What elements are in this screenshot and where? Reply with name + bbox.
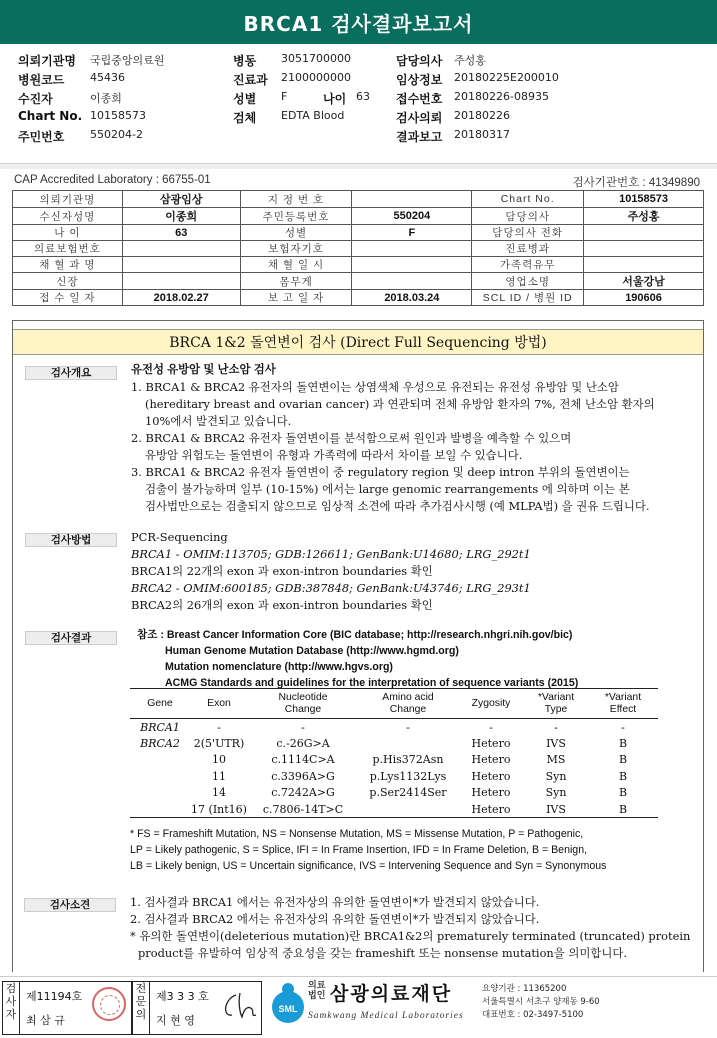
method-line: BRCA2의 26개의 exon 과 exon-intron boundaries 확인 xyxy=(131,598,433,612)
examiner-name: 최 삼 규 xyxy=(26,1014,65,1027)
age-label: 나이 xyxy=(323,92,347,106)
variant-cell: BRCA1 xyxy=(140,720,180,734)
variant-cell xyxy=(130,752,190,769)
meta-label: 수신자성명 xyxy=(13,208,123,225)
overview-line: (hereditary breast and ovarian cancer) 과 연관되며 전체 유방암 환자의 7%, 전체 난소암 환자의 xyxy=(145,397,655,411)
meta-row xyxy=(13,273,704,290)
variant-row xyxy=(130,735,658,752)
meta-value: 서울강남 xyxy=(584,273,704,290)
variant-row xyxy=(130,801,658,818)
method-heading: PCR-Sequencing xyxy=(131,530,228,544)
info-row xyxy=(18,52,708,70)
variant-cell: c.1114C>A xyxy=(271,753,335,767)
reference-line: Human Genome Mutation Database (http://www.hgmd.org) xyxy=(165,645,459,657)
variant-footnotes xyxy=(130,826,690,874)
variant-table-header: *Variant Effect xyxy=(588,689,658,719)
meta-value: 63 xyxy=(122,225,240,241)
variant-cell: p.Lys1132Lys xyxy=(369,769,447,783)
meta-value xyxy=(584,241,704,257)
info-label: 검체 xyxy=(233,111,257,125)
variant-cell: B xyxy=(588,801,658,818)
meta-value xyxy=(352,191,472,208)
info-value: 이종희 xyxy=(90,92,122,105)
variant-cell: - xyxy=(301,720,305,734)
footnote-line: LP = Likely pathogenic, S = Splice, IFI = In Frame Insertion, IFD = In Frame Deletion, B = Benign, xyxy=(130,844,588,856)
handwritten-signature-icon xyxy=(218,989,258,1023)
info-value: 10158573 xyxy=(90,109,146,122)
contact-line: 서울특별시 서초구 양재동 9-60 xyxy=(482,997,600,1007)
meta-value: F xyxy=(352,225,472,241)
meta-value xyxy=(122,241,240,257)
variant-cell: c.7242A>G xyxy=(271,786,335,800)
variant-table xyxy=(130,688,658,818)
patient-info-block xyxy=(18,52,708,152)
variant-cell: c.-26G>A xyxy=(276,736,330,750)
meta-label: SCL ID / 병원 ID xyxy=(472,290,584,306)
section-label-overview: 검사개요 xyxy=(25,366,117,380)
variant-cell: c.7806-14T>C xyxy=(248,801,358,818)
info-value: 550204-2 xyxy=(90,128,143,141)
info-value: 주성홍 xyxy=(454,54,486,67)
meta-label: 채 혈 일 시 xyxy=(240,257,352,273)
variant-cell xyxy=(130,768,190,785)
info-value: 20180226-08935 xyxy=(454,90,549,103)
variant-cell: Syn xyxy=(545,786,567,800)
meta-row xyxy=(13,191,704,208)
variant-cell: - xyxy=(406,720,410,734)
method-line: BRCA1 - OMIM:113705; GDB:126611; GenBank:U14680; LRG_292t1 xyxy=(131,547,531,561)
divider xyxy=(0,163,717,169)
footnote-line: * FS = Frameshift Mutation, NS = Nonsense Mutation, MS = Missense Mutation, P = Pathogenic, xyxy=(130,828,584,840)
scanned-report xyxy=(6,172,712,972)
variant-cell: Hetero xyxy=(458,801,524,818)
info-value: F xyxy=(281,90,288,103)
info-row xyxy=(18,90,708,108)
overview-heading: 유전성 유방암 및 난소암 검사 xyxy=(131,364,276,376)
meta-value: 삼광임상 xyxy=(122,191,240,208)
variant-row xyxy=(130,785,658,802)
variant-cell: BRCA2 xyxy=(140,736,180,750)
variant-cell: Hetero xyxy=(471,753,511,767)
overview-line: 유방암 위험도는 돌연변이 유형과 가족력에 따라서 차이를 보일 수 있습니다. xyxy=(145,448,523,462)
sml-logo-icon xyxy=(270,981,306,1025)
variant-cell: IVS xyxy=(524,801,588,818)
section-result-refs xyxy=(137,627,702,691)
meta-label: 성별 xyxy=(240,225,352,241)
info-label: 성별 xyxy=(233,92,257,106)
variant-cell xyxy=(130,801,190,818)
finding-line: product를 유발하여 임상적 중요성을 갖는 frameshift 또는 nonsense mutation을 의미합니다. xyxy=(138,946,628,960)
age-value: 63 xyxy=(356,90,370,103)
overview-line: 1. BRCA1 & BRCA2 유전자의 돌연변이는 상염색체 우성으로 유전되는 유전성 유방암 및 난소암 xyxy=(131,380,619,394)
variant-cell: B xyxy=(618,769,628,783)
seal-stamp-icon xyxy=(92,987,126,1021)
variant-table-header: Amino acid Change xyxy=(358,689,458,719)
variant-cell: B xyxy=(618,736,628,750)
cap-line xyxy=(14,174,700,190)
meta-label: 의뢰기관명 xyxy=(13,191,123,208)
info-value: 20180225E200010 xyxy=(454,71,559,84)
variant-cell: Hetero xyxy=(471,786,511,800)
meta-label: Chart No. xyxy=(472,191,584,208)
meta-label: 보 고 일 자 xyxy=(240,290,352,306)
reference-line: 참조 : Breast Cancer Information Core (BIC database; http://research.nhgri.nih.gov/bic) xyxy=(137,629,573,641)
overview-line: 10%에서 발견되고 있습니다. xyxy=(145,414,292,428)
meta-label: 의료보험번호 xyxy=(13,241,123,257)
meta-row xyxy=(13,208,704,225)
variant-table-header: *Variant Type xyxy=(524,689,588,719)
meta-label: 주민등록번호 xyxy=(240,208,352,225)
meta-row xyxy=(13,257,704,273)
cap-accreditation: CAP Accredited Laboratory : 66755-01 xyxy=(14,174,211,186)
logo-name: 삼광의료재단 xyxy=(330,983,453,1005)
reference-line: ACMG Standards and guidelines for the interpretation of sequence variants (2015) xyxy=(165,677,579,689)
variant-cell: - xyxy=(217,720,221,734)
examiner-label: 검사자 xyxy=(2,981,20,1035)
meta-value xyxy=(584,257,704,273)
specialist-label: 전문의 xyxy=(132,981,150,1035)
meta-label: 지 정 번 호 xyxy=(240,191,352,208)
lab-logo xyxy=(308,981,464,1021)
test-title-band xyxy=(13,329,703,355)
meta-label: 몸무게 xyxy=(240,273,352,290)
meta-value xyxy=(122,257,240,273)
footnote-line: LB = Likely benign, US = Uncertain significance, IVS = Intervening Sequence and Syn = Synonymous xyxy=(130,860,607,872)
info-value: 20180317 xyxy=(454,128,510,141)
variant-cell: B xyxy=(618,753,628,767)
meta-value: 190606 xyxy=(584,290,704,306)
variant-cell: - xyxy=(554,720,558,734)
variant-cell: 2(5'UTR) xyxy=(193,736,245,750)
section-label-result: 검사결과 xyxy=(25,631,117,645)
section-overview xyxy=(131,361,696,515)
variant-table-header: Nucleotide Change xyxy=(248,689,358,719)
test-title: BRCA 1&2 돌연변이 검사 (Direct Full Sequencing 방법) xyxy=(169,335,547,351)
meta-value: 2018.03.24 xyxy=(352,290,472,306)
variant-row xyxy=(130,768,658,785)
finding-line: * 유의한 돌연변이(deleterious mutation)란 BRCA1&2의 prematurely terminated (truncated) protein xyxy=(130,929,691,943)
variant-row xyxy=(130,719,658,736)
finding-line: 1. 검사결과 BRCA1 에서는 유전자상의 유의한 돌연변이*가 발견되지 않았습니다. xyxy=(130,895,540,909)
meta-row xyxy=(13,241,704,257)
meta-label: 담당의사 xyxy=(472,208,584,225)
meta-label: 보험자기호 xyxy=(240,241,352,257)
method-line: BRCA2 - OMIM:600185; GDB:387848; GenBank:U43746; LRG_293t1 xyxy=(131,581,531,595)
meta-value xyxy=(584,225,704,241)
info-value: 45436 xyxy=(90,71,125,84)
variant-cell xyxy=(358,735,458,752)
info-label: 임상정보 xyxy=(396,73,443,87)
info-label: 의뢰기관명 xyxy=(18,54,76,68)
report-title-banner xyxy=(0,0,717,44)
section-label-findings: 검사소견 xyxy=(24,898,116,912)
info-value: 20180226 xyxy=(454,109,510,122)
variant-cell: - xyxy=(489,720,493,734)
meta-label: 영업소명 xyxy=(472,273,584,290)
specialist-license: 제3 3 3 호 xyxy=(156,990,209,1003)
meta-label: 접 수 일 자 xyxy=(13,290,123,306)
info-value: 3051700000 xyxy=(281,52,351,65)
overview-line: 검사법만으로는 검출되지 않으므로 임상적 소견에 따라 추가검사시행 (예 MLPA법) 을 권유 드립니다. xyxy=(145,499,650,513)
info-label: 병동 xyxy=(233,54,257,68)
info-row xyxy=(18,109,708,127)
variant-cell: p.Ser2414Ser xyxy=(369,786,447,800)
variant-cell: 11 xyxy=(212,769,226,783)
variant-row xyxy=(130,752,658,769)
meta-label: 담당의사 전화 xyxy=(472,225,584,241)
specialist-name: 지 현 영 xyxy=(156,1014,195,1027)
section-label-method: 검사방법 xyxy=(25,533,117,547)
meta-label: 채 혈 과 명 xyxy=(13,257,123,273)
meta-value: 이종희 xyxy=(122,208,240,225)
variant-cell: p.His372Asn xyxy=(372,753,444,767)
variant-table-header: Exon xyxy=(190,689,248,719)
info-row xyxy=(18,71,708,89)
logo-english: Samkwang Medical Laboratories xyxy=(308,1011,464,1021)
variant-cell: c.3396A>G xyxy=(271,769,335,783)
logo-prefix: 의료 법인 xyxy=(308,981,326,1001)
info-label: 결과보고 xyxy=(396,130,443,144)
request-meta-table xyxy=(12,190,704,306)
reference-line: Mutation nomenclature (http://www.hgvs.org) xyxy=(165,661,393,673)
section-findings xyxy=(130,894,695,962)
variant-cell: MS xyxy=(546,753,566,767)
info-row xyxy=(18,128,708,146)
info-value: 2100000000 xyxy=(281,71,351,84)
contact-line: 요양기관 : 11365200 xyxy=(482,984,567,994)
contact-line: 대표번호 : 02-3497-5100 xyxy=(482,1010,584,1020)
info-value: 국립중앙의료원 xyxy=(90,54,165,67)
meta-value: 550204 xyxy=(352,208,472,225)
overview-line: 검출이 불가능하며 일부 (10-15%) 에서는 large genomic rearrangements 에 의하며 이는 본 xyxy=(145,482,630,496)
meta-row xyxy=(13,225,704,241)
variant-cell: IVS xyxy=(546,736,566,750)
meta-row xyxy=(13,290,704,306)
info-label: 검사의뢰 xyxy=(396,111,443,125)
info-label: 접수번호 xyxy=(396,92,443,106)
lab-contact xyxy=(482,983,600,1022)
info-label: Chart No. xyxy=(18,109,83,123)
info-label: 병원코드 xyxy=(18,73,65,87)
meta-value xyxy=(122,273,240,290)
variant-cell: Hetero xyxy=(471,769,511,783)
meta-value: 10158573 xyxy=(584,191,704,208)
info-label: 주민번호 xyxy=(18,130,65,144)
section-method xyxy=(131,529,696,614)
meta-value xyxy=(352,273,472,290)
report-body-frame xyxy=(12,320,704,972)
variant-cell xyxy=(130,785,190,802)
meta-label: 가족력유무 xyxy=(472,257,584,273)
lab-number: 검사기관번호 : 41349890 xyxy=(572,177,700,189)
info-label: 수진자 xyxy=(18,92,53,106)
variant-cell xyxy=(358,801,458,818)
meta-value xyxy=(352,257,472,273)
meta-label: 나 이 xyxy=(13,225,123,241)
meta-label: 진료병과 xyxy=(472,241,584,257)
examiner-license: 제11194호 xyxy=(26,990,83,1003)
info-label: 진료과 xyxy=(233,73,268,87)
variant-table-header: Zygosity xyxy=(458,689,524,719)
variant-cell: 17 (Int16) xyxy=(191,802,247,816)
report-title: BRCA1 검사결과보고서 xyxy=(243,11,474,36)
meta-value: 주성홍 xyxy=(584,208,704,225)
variant-table-header: Gene xyxy=(130,689,190,719)
info-label: 담당의사 xyxy=(396,54,443,68)
variant-cell: 14 xyxy=(212,786,226,800)
finding-line: 2. 검사결과 BRCA2 에서는 유전자상의 유의한 돌연변이*가 발견되지 않았습니다. xyxy=(130,912,540,926)
meta-value xyxy=(352,241,472,257)
method-line: BRCA1의 22개의 exon 과 exon-intron boundaries 확인 xyxy=(131,564,433,578)
logo-badge-text: SML xyxy=(278,1004,298,1014)
variant-cell: - xyxy=(621,720,625,734)
variant-cell: B xyxy=(618,786,628,800)
overview-line: 3. BRCA1 & BRCA2 유전자 돌연변이 중 regulatory region 및 deep intron 부위의 돌연변이는 xyxy=(131,465,630,479)
variant-cell: Syn xyxy=(545,769,567,783)
variant-cell: Hetero xyxy=(471,736,511,750)
overview-line: 2. BRCA1 & BRCA2 유전자 돌연변이를 분석함으로써 원인과 발병을 예측할 수 있으며 xyxy=(131,431,572,445)
signature-footer xyxy=(0,976,717,1038)
meta-label: 신장 xyxy=(13,273,123,290)
info-value: EDTA Blood xyxy=(281,109,345,122)
variant-cell: 10 xyxy=(212,753,226,767)
meta-value: 2018.02.27 xyxy=(122,290,240,306)
